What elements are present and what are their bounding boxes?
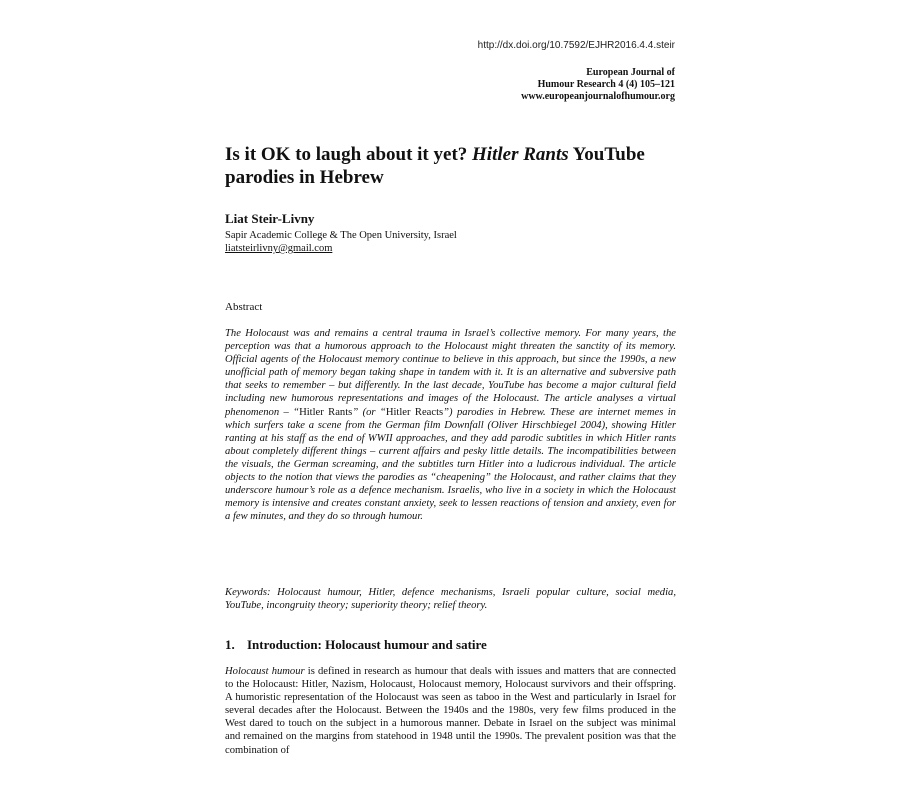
title-part-3: YouTube parodies in Hebrew — [225, 144, 645, 188]
title-part-1: Is it OK to laugh about it yet? — [225, 144, 473, 165]
abstract-roman-2: Hitler Reacts — [385, 406, 444, 418]
abstract-text-c: ”) parodies in Hebrew. These are internet memes in which surfers take a scene from the German film Downfall (Oliver Hirschbiegel 2004), showing Hitler ranting at his staff as the end of WWII approaches, and they add parodic subtitles in which Hitler rants about completely different things – current affairs and pesky little details. The incompatibilities between the visuals, the German screaming, and the subtitles turn Hitler into a ludicrous individual. The article objects to the notion that views the parodies as “cheapening” the Holocaust, and rather claims that they underscore humour’s role as a defence mechanism. Israelis, who live in a society in which the Holocaust memory is intensive and creates constant anxiety, seek to lessen reactions of tension and anxiety, even for a few minutes, and they do so through humour. — [225, 406, 676, 523]
section-heading — [225, 637, 487, 653]
author-affiliation-block — [225, 229, 457, 255]
abstract-roman-1: Hitler Rants — [299, 406, 353, 418]
journal-info — [521, 67, 675, 103]
author-email-link[interactable]: liatsteirlivny@gmail.com — [225, 243, 333, 254]
abstract-text — [225, 327, 676, 523]
abstract-text-b: ” (or “ — [352, 406, 386, 418]
intro-text: is defined in research as humour that deals with issues and matters that are connected to the Holocaust: Hitler, Nazism, Holocaust, Holocaust memory, Holocaust survivors and their offspring. A humoristic representation of the Holocaust was seen as taboo in the West and particularly in Israel for several decades after the Holocaust. Between the 1940s and the 1980s, very few films produced in the West dared to touch on the subject in a humorous manner. Debate in Israel on the subject was minimal and remained on the margins from statehood in 1948 until the 1990s. The prevalent position was that the combination of — [225, 666, 676, 756]
author-affiliation: Sapir Academic College & The Open University, Israel — [225, 230, 457, 241]
abstract-heading: Abstract — [225, 301, 263, 313]
abstract-text-a: The Holocaust was and remains a central trauma in Israel’s collective memory. For many years, the perception was that a humorous approach to the Holocaust might threaten the sanctity of its memory. Official agents of the Holocaust memory continue to believe in this approach, but since the 1990s, a new unofficial path of memory began taking shape in tandem with it. It is an alternative and subversive path that seeks to remember – but differently. In the last decade, YouTube has become a major cultural field including new humorous representations and images of the Holocaust. The article analyses a virtual phenomenon – “ — [225, 328, 676, 418]
section-number: 1. — [225, 637, 235, 652]
keywords: Keywords: Holocaust humour, Hitler, defence mechanisms, Israeli popular culture, social media, YouTube, incongruity theory; superiority theory; relief theory. — [225, 587, 676, 612]
intro-term: Holocaust humour — [225, 666, 305, 677]
journal-volume: Humour Research 4 (4) 105–121 — [537, 79, 675, 90]
journal-name: European Journal of — [586, 67, 675, 78]
paper-title — [225, 143, 685, 189]
author-name: Liat Steir-Livny — [225, 211, 315, 226]
journal-url[interactable]: www.europeanjournalofhumour.org — [521, 91, 675, 102]
section-title: Introduction: Holocaust humour and satire — [247, 637, 487, 652]
intro-paragraph — [225, 665, 676, 757]
doi-link[interactable]: http://dx.doi.org/10.7592/EJHR2016.4.4.steir — [477, 40, 675, 51]
title-part-2: Hitler Rants — [472, 144, 569, 165]
